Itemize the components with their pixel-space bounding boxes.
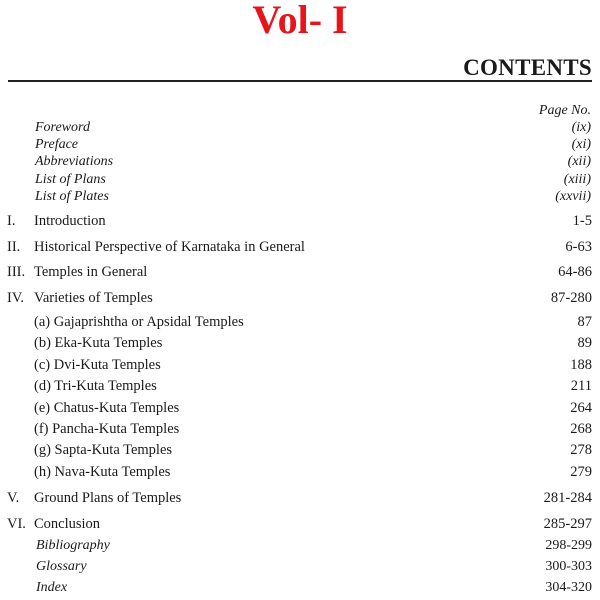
chapter-title: Varieties of Temples (34, 289, 153, 306)
toc-entry-title: Foreword (35, 120, 90, 135)
subsection-entry (0, 440, 600, 461)
chapter-number: V. (7, 490, 20, 507)
toc-entry-page: (xxvii) (555, 188, 591, 204)
chapter-page: 285-297 (543, 515, 592, 532)
toc-entry-title: List of Plates (35, 188, 109, 204)
subsection-entry (0, 462, 600, 483)
chapter-list (0, 210, 600, 538)
chapter-number: I. (7, 213, 16, 229)
subsection-page: 278 (570, 442, 592, 459)
toc-entry-page: 304-320 (545, 580, 592, 596)
subsection-page: 188 (570, 356, 592, 373)
heading-divider (8, 80, 592, 82)
toc-entry-index (0, 578, 600, 599)
chapter-number: II. (7, 238, 21, 255)
toc-entry-list-of-plates (0, 188, 600, 205)
toc-entry-bibliography (0, 536, 600, 557)
toc-entry-title: List of Plans (35, 171, 106, 187)
subsection-entry (0, 419, 600, 440)
subsection-title: (g) Sapta-Kuta Temples (34, 442, 173, 459)
subsection-page: 211 (570, 378, 592, 395)
chapter-number: IV. (7, 289, 25, 306)
toc-entry-abbreviations (0, 153, 600, 170)
volume-title: Vol- I (252, 0, 348, 42)
toc-entry-page: 300-303 (545, 559, 592, 575)
subsection-title: (e) Chatus-Kuta Temples (34, 399, 180, 416)
subsection-entry (0, 312, 600, 333)
chapter-title: Ground Plans of Temples (34, 490, 182, 507)
chapter-title: Historical Perspective of Karnataka in General (34, 238, 305, 255)
toc-entry-title: Abbreviations (35, 154, 114, 170)
subsection-entry (0, 355, 600, 376)
back-matter-list (0, 536, 600, 600)
chapter-entry-varieties-of-temples (0, 287, 600, 313)
subsection-title: (f) Pancha-Kuta Temples (34, 420, 180, 437)
chapter-page: 1-5 (572, 213, 592, 229)
toc-entry-preface (0, 136, 600, 153)
chapter-title: Temples in General (34, 264, 148, 280)
subsection-title: (d) Tri-Kuta Temples (34, 378, 157, 395)
subsection-entry (0, 376, 600, 397)
subsection-title: (c) Dvi-Kuta Temples (34, 356, 161, 373)
subsection-page: 264 (570, 399, 592, 416)
contents-heading: CONTENTS (463, 55, 592, 80)
chapter-entry-temples-in-general (0, 261, 600, 287)
toc-entry-page: (xii) (567, 154, 591, 170)
chapter-title: Introduction (34, 213, 106, 229)
subsection-page: 268 (570, 420, 592, 437)
page-no-heading: Page No. (538, 103, 591, 118)
chapter-title: Conclusion (34, 515, 101, 532)
toc-entry-title: Bibliography (36, 538, 110, 553)
chapter-number: VI. (7, 515, 26, 532)
subsection-page: 87 (577, 314, 592, 330)
subsection-title: (b) Eka-Kuta Temples (34, 335, 163, 352)
chapter-page: 87-280 (550, 289, 592, 306)
toc-entry-list-of-plans (0, 171, 600, 188)
chapter-page: 281-284 (543, 490, 592, 507)
toc-entry-foreword (0, 119, 600, 136)
subsection-title: (h) Nava-Kuta Temples (34, 463, 171, 480)
toc-entry-title: Glossary (36, 559, 87, 575)
toc-entry-page: (xiii) (563, 171, 591, 187)
subsection-entry (0, 333, 600, 354)
toc-entry-title: Preface (35, 137, 79, 153)
chapter-entry-historical-perspective (0, 236, 600, 262)
subsection-entry (0, 398, 600, 419)
chapter-entry-conclusion (0, 513, 600, 539)
chapter-entry-introduction (0, 210, 600, 236)
subsection-page: 89 (577, 335, 592, 352)
subsection-list (0, 312, 600, 483)
toc-entry-glossary (0, 557, 600, 578)
chapter-page: 64-86 (558, 264, 592, 280)
toc-entry-page: (ix) (571, 120, 591, 135)
subsection-page: 279 (570, 463, 592, 480)
toc-entry-page: (xi) (571, 137, 591, 153)
toc-entry-title: Index (36, 580, 68, 596)
subsection-title: (a) Gajaprishtha or Apsidal Temples (34, 314, 244, 330)
chapter-entry-ground-plans (0, 487, 600, 513)
toc-entry-page: 298-299 (545, 538, 592, 553)
front-matter-list (0, 119, 600, 205)
chapter-page: 6-63 (565, 238, 592, 255)
chapter-number: III. (7, 264, 26, 280)
